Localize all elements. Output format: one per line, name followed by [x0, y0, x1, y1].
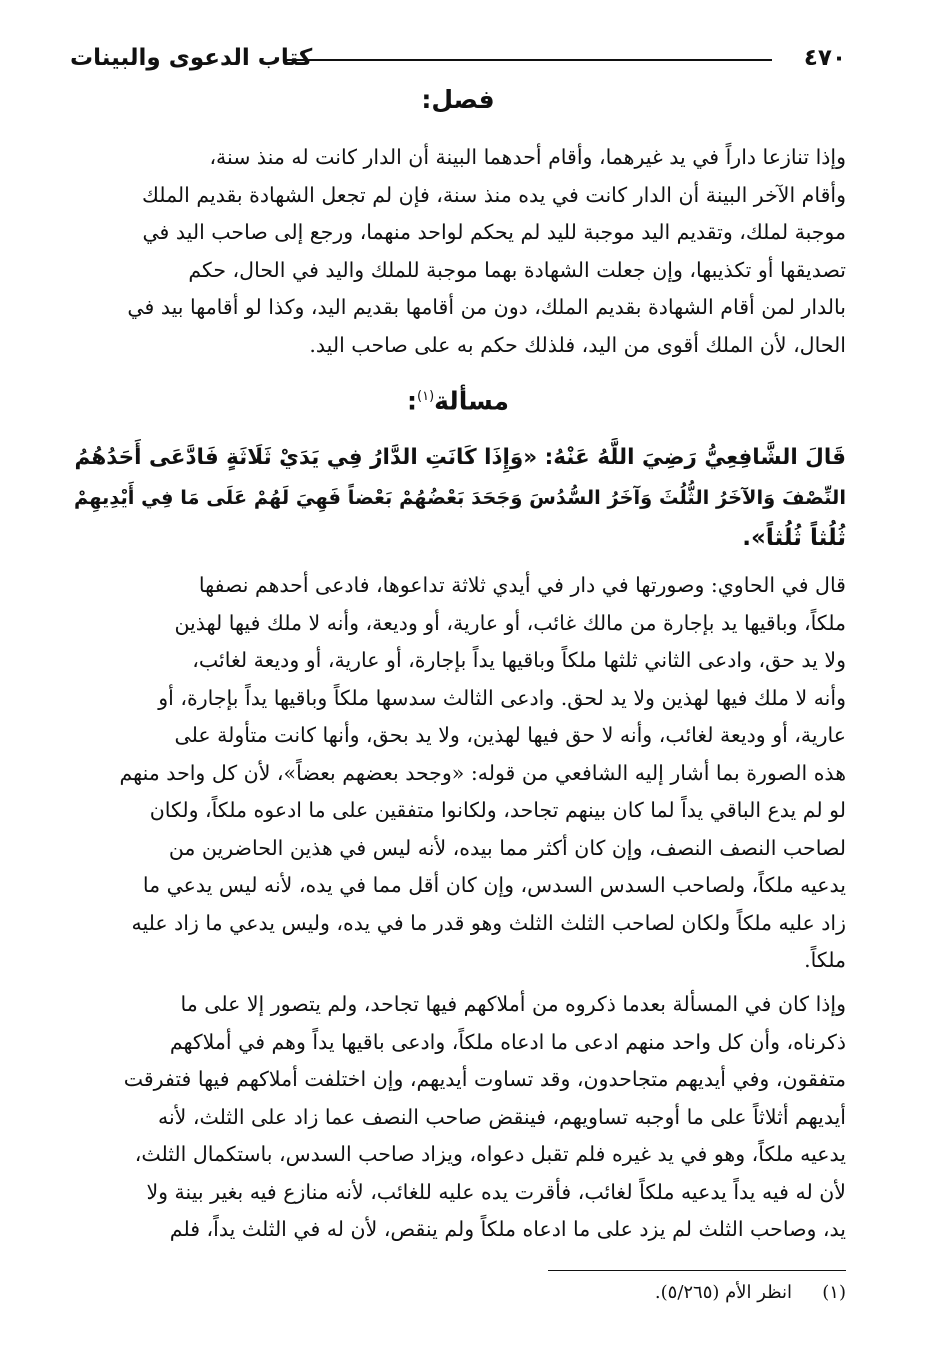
footnote-rule [548, 1270, 846, 1271]
text-line: موجبة لملك، وتقديم اليد موجبة لليد لم يحكم لواحد منهما، ورجع إلى صاحب اليد في [142, 220, 846, 244]
quote-line: النِّصْفَ وَالآخَرُ الثُّلُثَ وَآخَرُ السُّدُسَ وَجَحَدَ بَعْضُهُمْ بَعْضاً فَهِيَ لَهُمْ عَلَى مَا فِي أَيْدِيهِمْ [74, 486, 846, 509]
text-line: يدعيه ملكاً، ولصاحب السدس السدس، وإن كان أقل مما في يده، لأنه ليس يدعي ما [142, 873, 846, 897]
footnote-marker: (١) [822, 1282, 846, 1303]
text-line: ذكرناه، وأن كل واحد منهم ادعى ما ادعاه ملكاً، وادعى باقيها يداً وهم في أملاكهم [169, 1029, 846, 1054]
footnote [470, 1278, 846, 1308]
footnote-text: انظر الأم (٥/٢٦٥). [654, 1282, 792, 1303]
header-rule [285, 59, 772, 61]
text-line: وأنه لا ملك فيها لهذين ولا يد لحق. وادعى الثالث سدسها ملكاً وباقيها يداً بإجارة، أو [158, 685, 846, 710]
page-number: ٤٧٠ [803, 45, 846, 71]
text-line: الحال، لأن الملك أقوى من اليد، فلذلك حكم به على صاحب اليد. [309, 332, 846, 357]
quote-line: قَالَ الشَّافِعِيُّ رَضِيَ اللَّهُ عَنْهُ: «وَإِذَا كَانَتِ الدَّارُ فِي يَدَيْ ثَلَاثَةٍ فَادَّعَى أَحَدُهُمُ [74, 445, 846, 470]
text-line: ولا يد حق، وادعى الثاني ثلثها ملكاً وباقيها يداً بإجارة، أو عارية، أو وديعة لغائب، [192, 648, 846, 672]
paragraph-hawi [70, 567, 846, 980]
masala-label: مسألة [434, 386, 509, 416]
text-line: بالدار لمن أقام الشهادة بقديم الملك، دون من أقامها بقديم اليد، وكذا لو أقامها بيد في [127, 295, 846, 319]
text-line: وإذا تنازعا داراً في يد غيرهما، وأقام أحدهما البينة أن الدار كانت له منذ سنة، [209, 145, 846, 169]
text-line: يد، وصاحب الثلث لم يزد على ما ادعاه ملكاً ولم ينقص، لأن له في الثلث يداً، فلم [169, 1217, 846, 1241]
text-line: يدعيه ملكاً، وهو في يد غيره فلم تقبل دعواه، ويزاد صاحب السدس، باستكمال الثلث، [134, 1142, 846, 1166]
text-line: وإذا كان في المسألة بعدما ذكروه من أملاكهم فيها تجاحد، ولم يتصور إلا على ما [180, 992, 846, 1016]
text-line: عارية، أو وديعة لغائب، وأنه لا حق فيها لهذين، ولا يد بحق، وأنها كانت متأولة على [174, 723, 846, 747]
paragraph-fasl [70, 139, 846, 364]
text-line: قال في الحاوي: وصورتها في دار في أيدي ثلاثة تداعوها، فادعى أحدهم نصفها [198, 573, 846, 597]
text-line: لصاحب النصف النصف، وإن كان أكثر مما بيده، لأنه ليس في هذين الحاضرين من [168, 835, 846, 860]
text-line: ملكاً، وباقيها يد بإجارة من مالك غائب، أو عارية، أو وديعة، وأنه لا ملك فيها لهذين [174, 610, 846, 635]
text-line: ملكاً. [804, 948, 846, 972]
text-line: زاد عليه ملكاً ولكان لصاحب الثلث الثلث وهو قدر ما في يده، وليس يدعي ما زاد عليه [131, 910, 846, 935]
section-heading: فصل: [421, 85, 495, 114]
paragraph-tajahud [70, 986, 846, 1249]
masala-colon: : [407, 386, 417, 416]
footnote-ref: (١) [417, 389, 435, 404]
text-line: هذه الصورة بما أشار إليه الشافعي من قوله: «وجحد بعضهم بعضاً»، لأن كل واحد منهم [119, 760, 846, 785]
quote-line: ثُلُثاً ثُلُثاً». [742, 525, 846, 551]
text-line: تصديقها أو تكذيبها، وإن جعلت الشهادة بهما موجبة للملك واليد في الحال، حكم [188, 257, 846, 282]
running-header [70, 38, 846, 78]
shafii-quote [70, 438, 846, 558]
text-line: لو لم يدع الباقي يداً لما كان بينهم تجاحد، ولكانوا متفقين على ما ادعوه ملكاً، ولكان [149, 798, 846, 822]
text-line: وأقام الآخر البينة أن الدار كانت في يده منذ سنة، فإن لم تجعل الشهادة بقديم الملك [142, 182, 846, 207]
masala-heading [70, 377, 846, 421]
text-line: أيديهم أثلاثاً على ما أوجبه تساويهم، فينقض صاحب النصف عما زاد على الثلث، لأنه [157, 1104, 846, 1129]
running-title: كتاب الدعوى والبينات [70, 45, 313, 71]
text-line: لأن له فيه يداً يدعيه ملكاً لغائب، فأقرت يده عليه للغائب، لأنه منازع فيه بغير بينة ولا [146, 1179, 846, 1204]
text-line: متفقون، وفي أيديهم متجاحدون، وقد تساوت أيديهم، وإن اختلفت أملاكهم فيها فتفرقت [123, 1067, 846, 1091]
